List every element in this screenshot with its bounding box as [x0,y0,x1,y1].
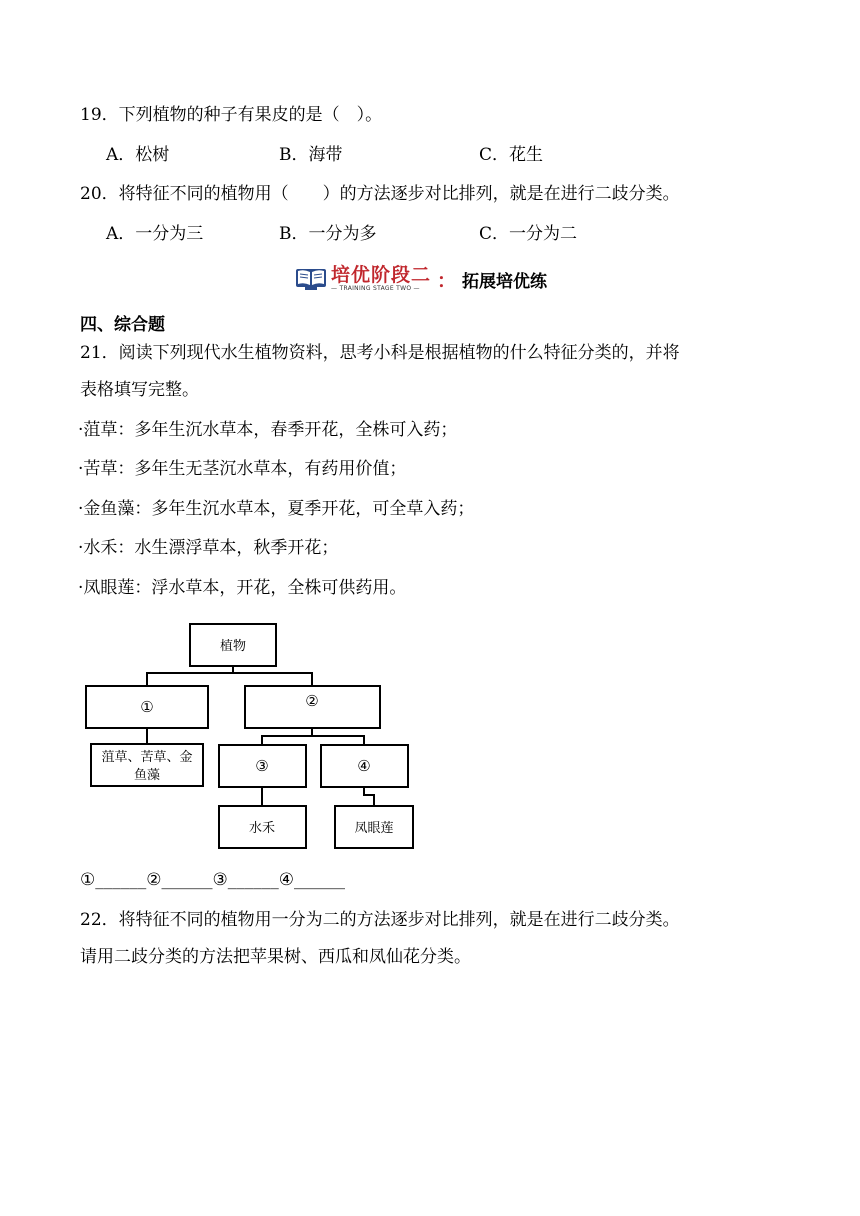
node-3: ③ [255,757,269,775]
banner-subtitle: — TRAINING STAGE TWO — [331,285,420,292]
node-4: ④ [357,757,371,775]
leaf-3: 水禾 [248,821,276,836]
node-root: 植物 [219,639,247,654]
q21-answer-blanks: ①______②______③______④______ [80,870,345,890]
q21-item: ·凤眼莲：浮水草本，开花，全株可供药用。 [78,578,407,598]
q19-stem: 19．下列植物的种子有果皮的是（ ）。 [80,105,383,125]
q22-line2: 请用二歧分类的方法把苹果树、西瓜和凤仙花分类。 [80,947,471,967]
q21-item: ·金鱼藻：多年生沉水草本，夏季开花，可全草入药； [78,499,475,519]
q21-stem-line2: 表格填写完整。 [80,380,199,400]
q21-item: ·水禾：水生漂浮草本，秋季开花； [78,538,339,558]
banner-title: 培优阶段二 [331,264,432,286]
q20-option-a: A．一分为三 [106,224,204,244]
q20-option-c: C．一分为二 [479,224,578,244]
q19-option-b: B．海带 [279,145,343,165]
q21-item: ·菹草：多年生沉水草本，春季开花，全株可入药； [78,420,458,440]
q21-stem-line1: 21．阅读下列现代水生植物资料，思考小科是根据植物的什么特征分类的，并将 [80,343,680,363]
leaf-4: 凤眼莲 [354,821,394,836]
q21-item: ·苦草：多年生无茎沉水草本，有药用价值； [78,459,407,479]
q20-stem: 20．将特征不同的植物用（ ）的方法逐步对比排列，就是在进行二歧分类。 [80,184,680,204]
banner-colon: ： [437,269,457,292]
section-title: 四、综合题 [80,315,165,335]
leaf-1-line1: 菹草、苦草、金 [101,750,193,765]
q19-option-c: C．花生 [479,145,544,165]
q20-option-b: B．一分为多 [279,224,377,244]
q19-option-a: A．松树 [106,145,170,165]
node-2: ② [305,692,319,710]
banner-text: 拓展培优练 [462,271,548,292]
leaf-1-line2: 鱼藻 [133,768,161,783]
q22-line1: 22．将特征不同的植物用一分为二的方法逐步对比排列，就是在进行二歧分类。 [80,910,680,930]
node-1: ① [140,698,154,716]
